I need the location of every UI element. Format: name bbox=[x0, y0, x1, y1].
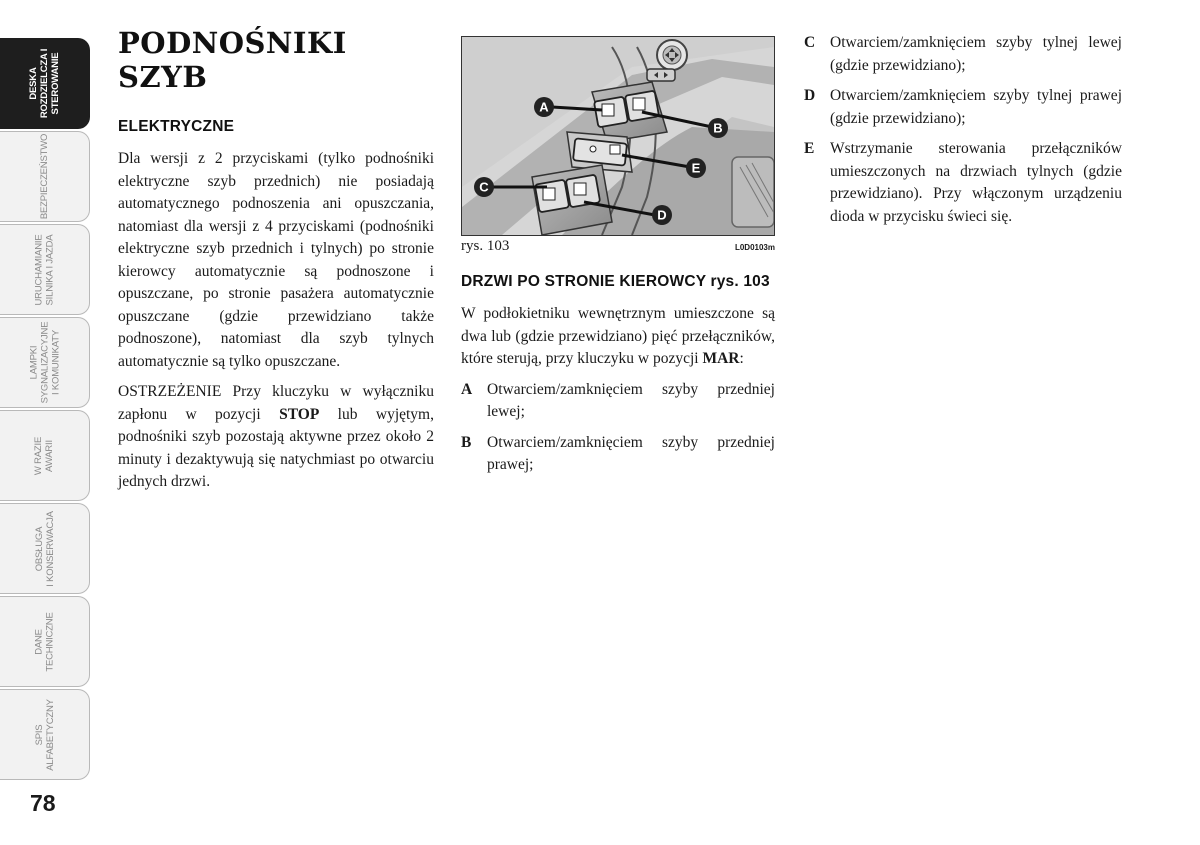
page-title: PODNOŚNIKI SZYB bbox=[118, 26, 347, 94]
mar-keyword: MAR bbox=[702, 350, 740, 367]
tab-deska-rozdzielcza[interactable]: DESKA ROZDZIELCZA I STEROWANIE bbox=[0, 38, 90, 129]
list-item bbox=[461, 432, 775, 477]
tab-obsluga[interactable]: OBSŁUGA I KONSERWACJA bbox=[0, 503, 90, 594]
item-text: Otwarciem/zamknięciem szyby przedniej prawej; bbox=[487, 433, 775, 473]
item-text: Otwarciem/zamknięciem szyby tylnej lewej (gdzie przewidziano); bbox=[830, 34, 1122, 74]
figure-window-switches bbox=[461, 36, 775, 236]
label-b: B bbox=[713, 120, 723, 136]
item-letter: C bbox=[804, 34, 816, 51]
intro-paragraph: Dla wersji z 2 przyciskami (tylko podnośniki elektryczne szyb przednich) nie posiadają automatycznego podnoszenia ani opuszczania, natomiast dla wersji z 4 przyciskami (podnośniki elektryczne szyb przednich i tylnych) po stronie kierowcy automatycznie są podnoszone i opuszczane, po stronie pasażera automatycznie opuszczane (gdzie przewidziano także podnoszone), natomiast dla szyb tylnych automatycznie są tylko opuszczane. bbox=[118, 150, 434, 370]
section-subtitle: ELEKTRYCZNE bbox=[118, 118, 235, 135]
item-text: Otwarciem/zamknięciem szyby tylnej prawej (gdzie przewidziano); bbox=[830, 87, 1122, 127]
list-item bbox=[804, 85, 1122, 130]
warning-label: OSTRZEŻENIE bbox=[118, 383, 222, 400]
label-d: D bbox=[657, 207, 667, 223]
item-text: Otwarciem/zamknięciem szyby przedniej lewej; bbox=[487, 380, 775, 420]
list-item bbox=[804, 138, 1122, 228]
tab-dane-techniczne[interactable]: DANE TECHNICZNE bbox=[0, 596, 90, 687]
column-left bbox=[118, 26, 434, 502]
column-right bbox=[804, 32, 1122, 236]
tab-lampki[interactable]: LAMPKI SYGNALIZACYJNE I KOMUNIKATY bbox=[0, 317, 90, 408]
item-letter: A bbox=[461, 380, 473, 398]
figure-caption-row bbox=[461, 238, 775, 255]
warning-paragraph: OSTRZEŻENIE Przy kluczyku w wyłączniku zapłonu w pozycji STOP lub wyjętym, podnośniki szyb pozostają aktywne przez około 2 minuty i dezaktywują się natychmiast po otwarciu jednych drzwi. bbox=[118, 383, 434, 490]
stop-keyword: STOP bbox=[279, 405, 320, 423]
column-middle bbox=[461, 36, 775, 485]
figure-caption: rys. 103 bbox=[461, 238, 510, 254]
item-letter: D bbox=[804, 87, 816, 104]
section-heading: DRZWI PO STRONIE KIEROWCY rys. 103 bbox=[461, 273, 770, 290]
tab-uruchamianie[interactable]: URUCHAMIANIE SILNIKA I JAZDA bbox=[0, 224, 90, 315]
label-a: A bbox=[539, 99, 549, 115]
tab-bezpieczenstwo[interactable]: BEZPIECZEŃSTWO bbox=[0, 131, 90, 222]
item-letter: B bbox=[461, 433, 472, 451]
window-switch-illustration bbox=[462, 37, 774, 235]
page-number: 78 bbox=[30, 790, 56, 816]
figure-code: L0D0103m bbox=[734, 243, 775, 252]
item-text: Wstrzymanie sterowania przełączników umieszczonych na drzwiach tylnych (gdzie przewidziano). Przy włączonym urządzeniu dioda w przycisku świeci się. bbox=[830, 140, 1122, 225]
section-intro: W podłokietniku wewnętrznym umieszczone są dwa lub (gdzie przewidziano) pięć przełączników, które sterują, przy kluczyku w pozycji MAR: bbox=[461, 305, 775, 367]
list-item bbox=[804, 32, 1122, 77]
tab-spis-alfabetyczny[interactable]: SPIS ALFABETYCZNY bbox=[0, 689, 90, 780]
tab-w-razie-awarii[interactable]: W RAZIE AWARII bbox=[0, 410, 90, 501]
item-letter: E bbox=[804, 140, 815, 157]
label-e: E bbox=[691, 160, 701, 176]
list-item bbox=[461, 379, 775, 424]
label-c: C bbox=[479, 179, 489, 195]
